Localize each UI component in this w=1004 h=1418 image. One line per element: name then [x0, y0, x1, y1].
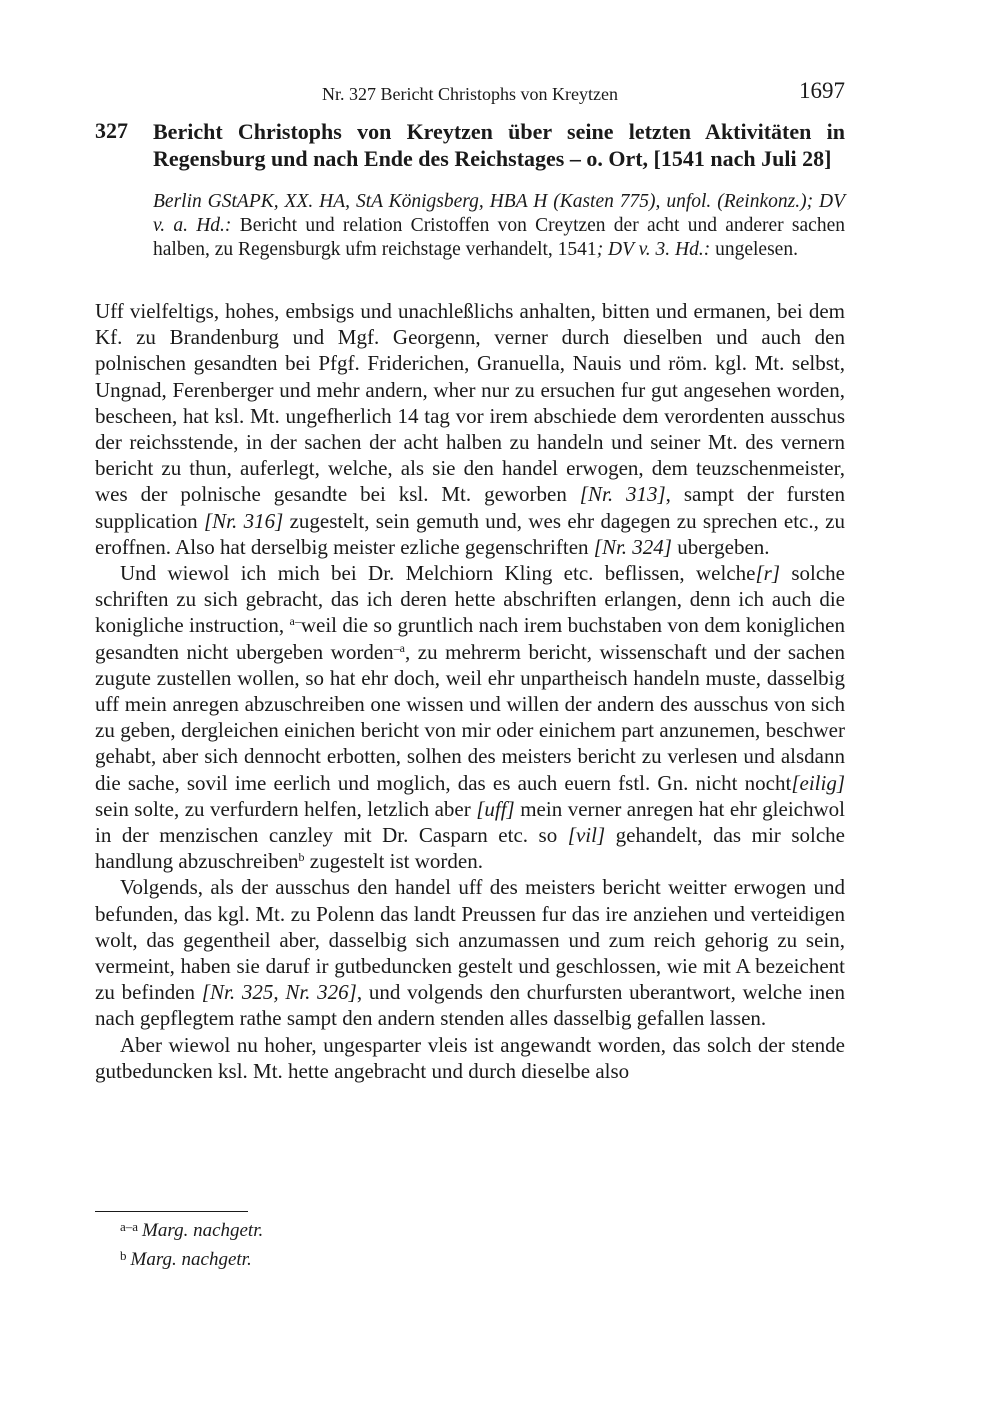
text-run: sein solte, zu verfurdern helfen, letzlich aber	[95, 796, 477, 821]
paragraph-1	[95, 298, 845, 560]
paragraph-2	[95, 560, 845, 874]
paragraph-4	[95, 1032, 845, 1084]
source-dorsal-hand-label: ; DV v. 3. Hd.:	[596, 239, 711, 260]
cross-reference: [Nr. 324]	[593, 534, 672, 559]
text-run: Volgends, als der ausschus den handel uff des meisters bericht weitter erwogen und befunden, das kgl. Mt. zu Polenn das landt Preussen fur das ire anziehen und verteidigen wolt, das gegentheil aber, dasselbig sich anzumassen und zum reich gehorig zu sein, vermeint, haben sie daruf ir gutbeduncken gestelt und geschlossen, wie mit A bezeichent zu befinden	[95, 875, 845, 1005]
document-title: Bericht Christophs von Kreytzen über seine letzten Aktivitäten in Regensburg und nach Ende des Reichstages – o. Ort, [1541 nach Juli 28]	[153, 119, 845, 171]
page-number: 1697	[799, 78, 845, 103]
footnote-a	[120, 1214, 820, 1243]
text-run: Aber wiewol nu hoher, ungesparter vleis ist angewandt worden, das solch der stende gutbeduncken ksl. Mt. hette angebracht und durch dieselbe also	[95, 1032, 845, 1083]
footnote-text: Marg. nachgetr.	[142, 1220, 264, 1241]
source-dorsal-note: Bericht und relation Cristoffen von Creytzen der acht und anderer sachen halben, zu Regensburgk ufm reichstage verhandelt, 1541	[153, 215, 845, 260]
text-run: Uff vielfeltigs, hohes, embsigs und unachleßlichs anhalten, bitten und ermanen, bei dem Kf. zu Brandenburg und Mgf. Georgenn, verner durch dieselben und auch den polnischen gesandten bei Pfgf. Friderichen, Granuella, Nauis und röm. kgl. Mt. selbst, Ungnad, Ferenberger und mehr andern, wher nur zu ersuchen fur gut angesehen worden, bescheen, hat ksl. Mt. ungefherlich 14 tag vor irem abschiede dem verordenten ausschus der reichsstende, in der sachen der acht halben zu handeln und seiner Mt. des vernern bericht zu thun, auferlegt, welche, als sie den handel erwogen, dem teuzschenmeister, wes der polnische gesandte bei ksl. Mt. geworben	[95, 299, 845, 507]
editorial-insertion: [uff]	[476, 796, 515, 821]
cross-reference: [Nr. 316]	[203, 508, 284, 533]
source-note	[153, 190, 845, 262]
footnotes	[120, 1214, 820, 1272]
text-run: ubergeben.	[671, 534, 770, 559]
editorial-insertion: [r]	[755, 561, 780, 586]
cross-reference: [Nr. 313]	[579, 482, 666, 507]
text-run: solche schriften zu sich gebracht, das ich deren hette abschriften erlangen, denn ich auch die konigliche instruction,	[95, 561, 846, 638]
running-head-title: Nr. 327 Bericht Christophs von Kreytzen	[322, 84, 618, 104]
text-run: , sampt der fursten supplication	[95, 482, 845, 533]
body-text	[95, 298, 845, 1084]
footnote-text: Marg. nachgetr.	[130, 1249, 252, 1270]
footnote-mark: b	[120, 1248, 127, 1263]
editorial-insertion: [vil]	[567, 823, 606, 848]
running-head	[95, 78, 845, 108]
text-run: , und volgends den churfursten uberantwort, welche inen nach gepflegtem rathe sampt den andern stenden alles dasselbig gefallen lassen.	[95, 980, 845, 1031]
text-run: , zu mehrerm bericht, wissenschaft und der sachen zugute zustellen wollen, so hat ehr doch, weil ehr unpartheisch handeln muste, dasselbig uff mein anregen abzuschreiben one wissen und willen der andern des ausschus von sich zu geben, dergleichen einichen bericht von mir oder einichem part anzunemen, beschwer gehabt, aber sich dennocht erbotten, solhen des meisters bericht zu verlesen und alsdann die sache, sovil ime eerlich und moglich, das es auch euern fstl. Gn. nicht nocht	[95, 639, 845, 795]
text-run: zugestelt, sein gemuth und, wes ehr dagegen zu sprechen etc., zu eroffnen. Also hat derselbig meister ezliche gegenschriften	[95, 508, 845, 559]
footnote-mark: a–a	[120, 1219, 139, 1234]
text-run: gehandelt, das mir solche handlung abzuschreiben	[95, 823, 845, 874]
footnote-marker: a–	[289, 614, 301, 629]
text-run: Und wiewol ich mich bei Dr. Melchiorn Kling etc. beflissen, welche	[120, 561, 756, 586]
paragraph-3	[95, 874, 845, 1031]
text-run: zugestelt ist worden.	[304, 849, 483, 874]
source-archive-citation: Berlin GStAPK, XX. HA, StA Königsberg, HBA H (Kasten 775), unfol. (Reinkonz.); DV v. a. Hd.:	[153, 191, 845, 236]
footnote-marker: b	[298, 850, 305, 865]
footnote-divider	[95, 1211, 248, 1212]
footnote-b	[120, 1243, 820, 1272]
text-run: weil die so gruntlich nach irem buchstaben von dem koniglichen gesandten nicht ubergeben worden	[95, 613, 845, 664]
text-run: mein verner anregen hat ehr gleichwol in der menzischen canzley mit Dr. Casparn etc. so	[95, 796, 845, 848]
document-heading	[95, 118, 845, 172]
cross-reference: [Nr. 325, Nr. 326]	[201, 980, 357, 1005]
footnote-marker: –a	[393, 640, 405, 655]
editorial-insertion: [eilig]	[791, 770, 845, 795]
source-dorsal-note-2: ungelesen.	[710, 239, 798, 260]
document-number: 327	[95, 118, 128, 143]
